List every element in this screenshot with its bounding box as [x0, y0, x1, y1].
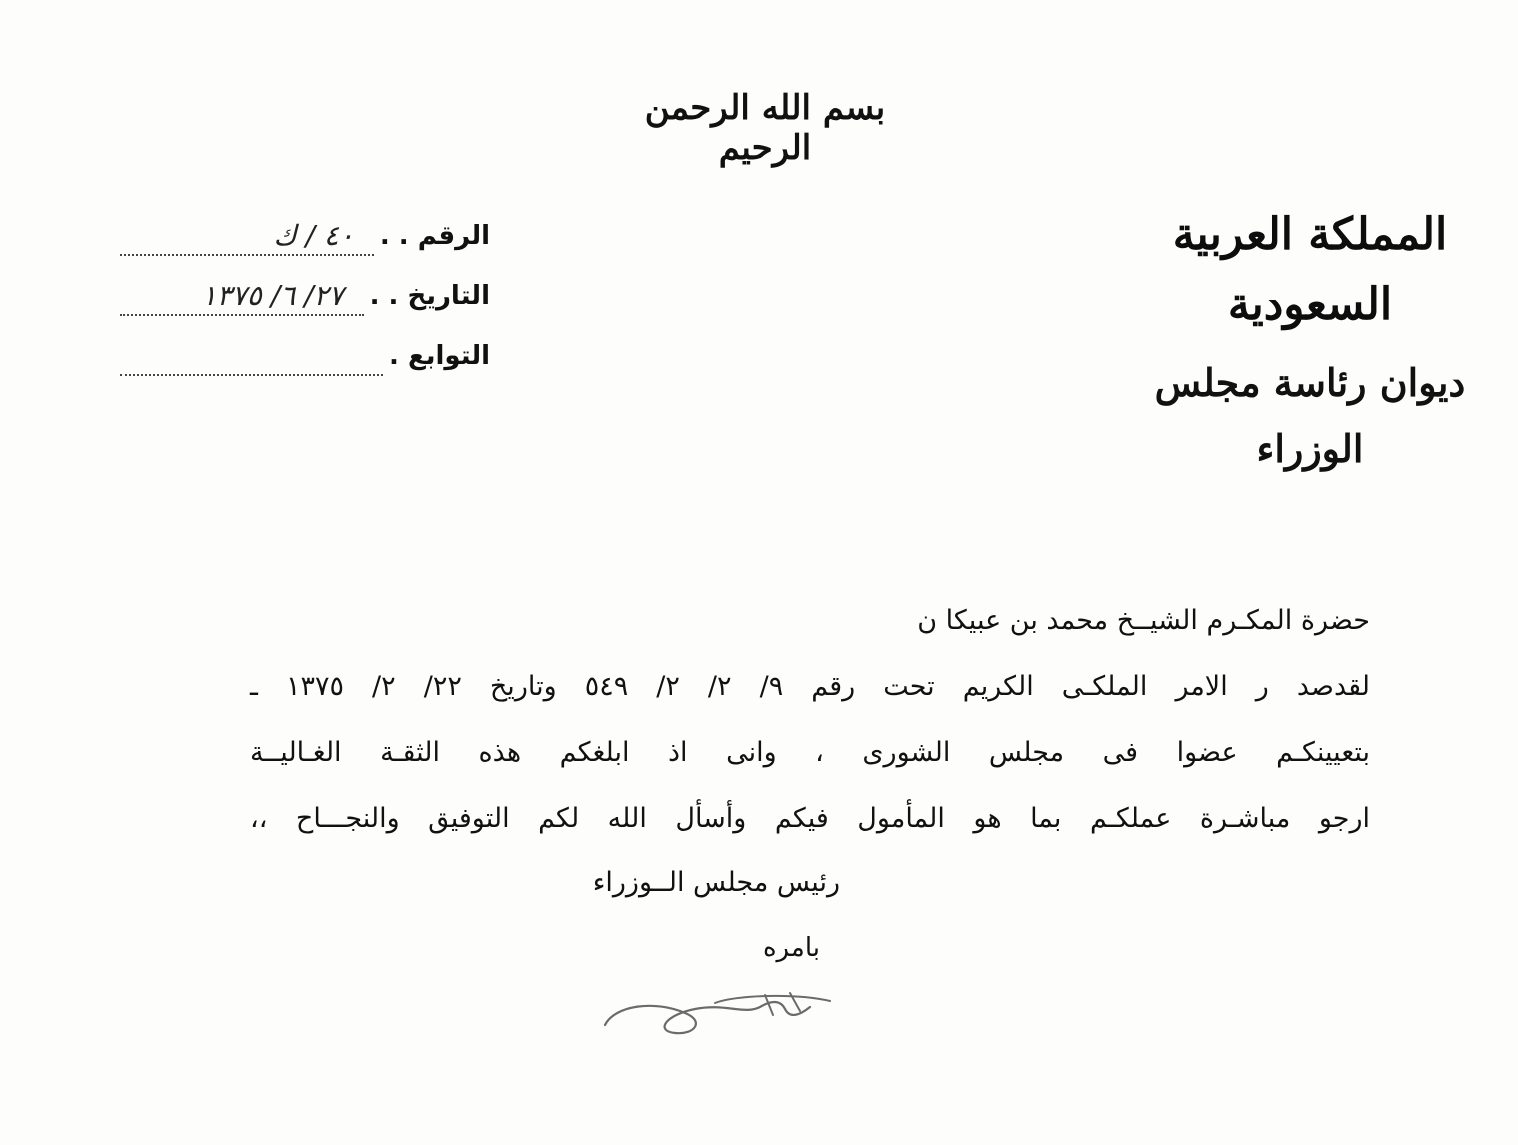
field-date-line [120, 280, 364, 316]
field-attachments-label: التوابع . [389, 341, 490, 371]
letterhead-title-block [1120, 200, 1500, 482]
signature-mark [595, 985, 845, 1045]
office-title: ديوان رئاسة مجلس الوزراء [1154, 360, 1466, 471]
kingdom-title: المملكة العربية السعودية [1172, 209, 1448, 330]
signature-stroke-main [605, 1002, 810, 1033]
letter-body [250, 588, 1370, 852]
by-order-text: بامره [762, 933, 820, 963]
body-line-2: بتعيينكـم عضوا فى مجلس الشورى ، وانى اذ ابلغكم هذه الثقـة الغـاليــة [250, 737, 1370, 768]
body-line-3: ارجو مباشـرة عملكـم بما هو المأمول فيكم وأسأل الله لكم التوفيق والنجـــاح ،، [250, 803, 1370, 834]
field-number [120, 196, 490, 256]
signature-stroke-accent [715, 993, 830, 1015]
reference-fields [120, 196, 490, 376]
field-date-label: التاريخ . . [369, 281, 490, 311]
closing-title: رئيس مجلس الــوزراء [592, 867, 840, 898]
field-date [120, 256, 490, 316]
field-number-value: ٤٠ / ك [273, 219, 354, 252]
field-attachments-line [120, 340, 383, 376]
field-number-label: الرقم . . [379, 221, 490, 251]
field-attachments [120, 316, 490, 376]
salutation-line: حضرة المكـرم الشيــخ محمد بن عبيكا ن [917, 605, 1370, 636]
body-line-1: لقدصد ر الامر الملكـى الكريم تحت رقم ٩/ ٢/ ٢/ ٥٤٩ وتاريخ ٢٢/ ٢/ ١٣٧٥ ـ [250, 671, 1371, 702]
basmala-heading: بسم الله الرحمن الرحيم [644, 88, 886, 168]
field-date-value: ٢٧/ ٦/ ١٣٧٥ [201, 279, 344, 312]
field-number-line [120, 220, 374, 256]
